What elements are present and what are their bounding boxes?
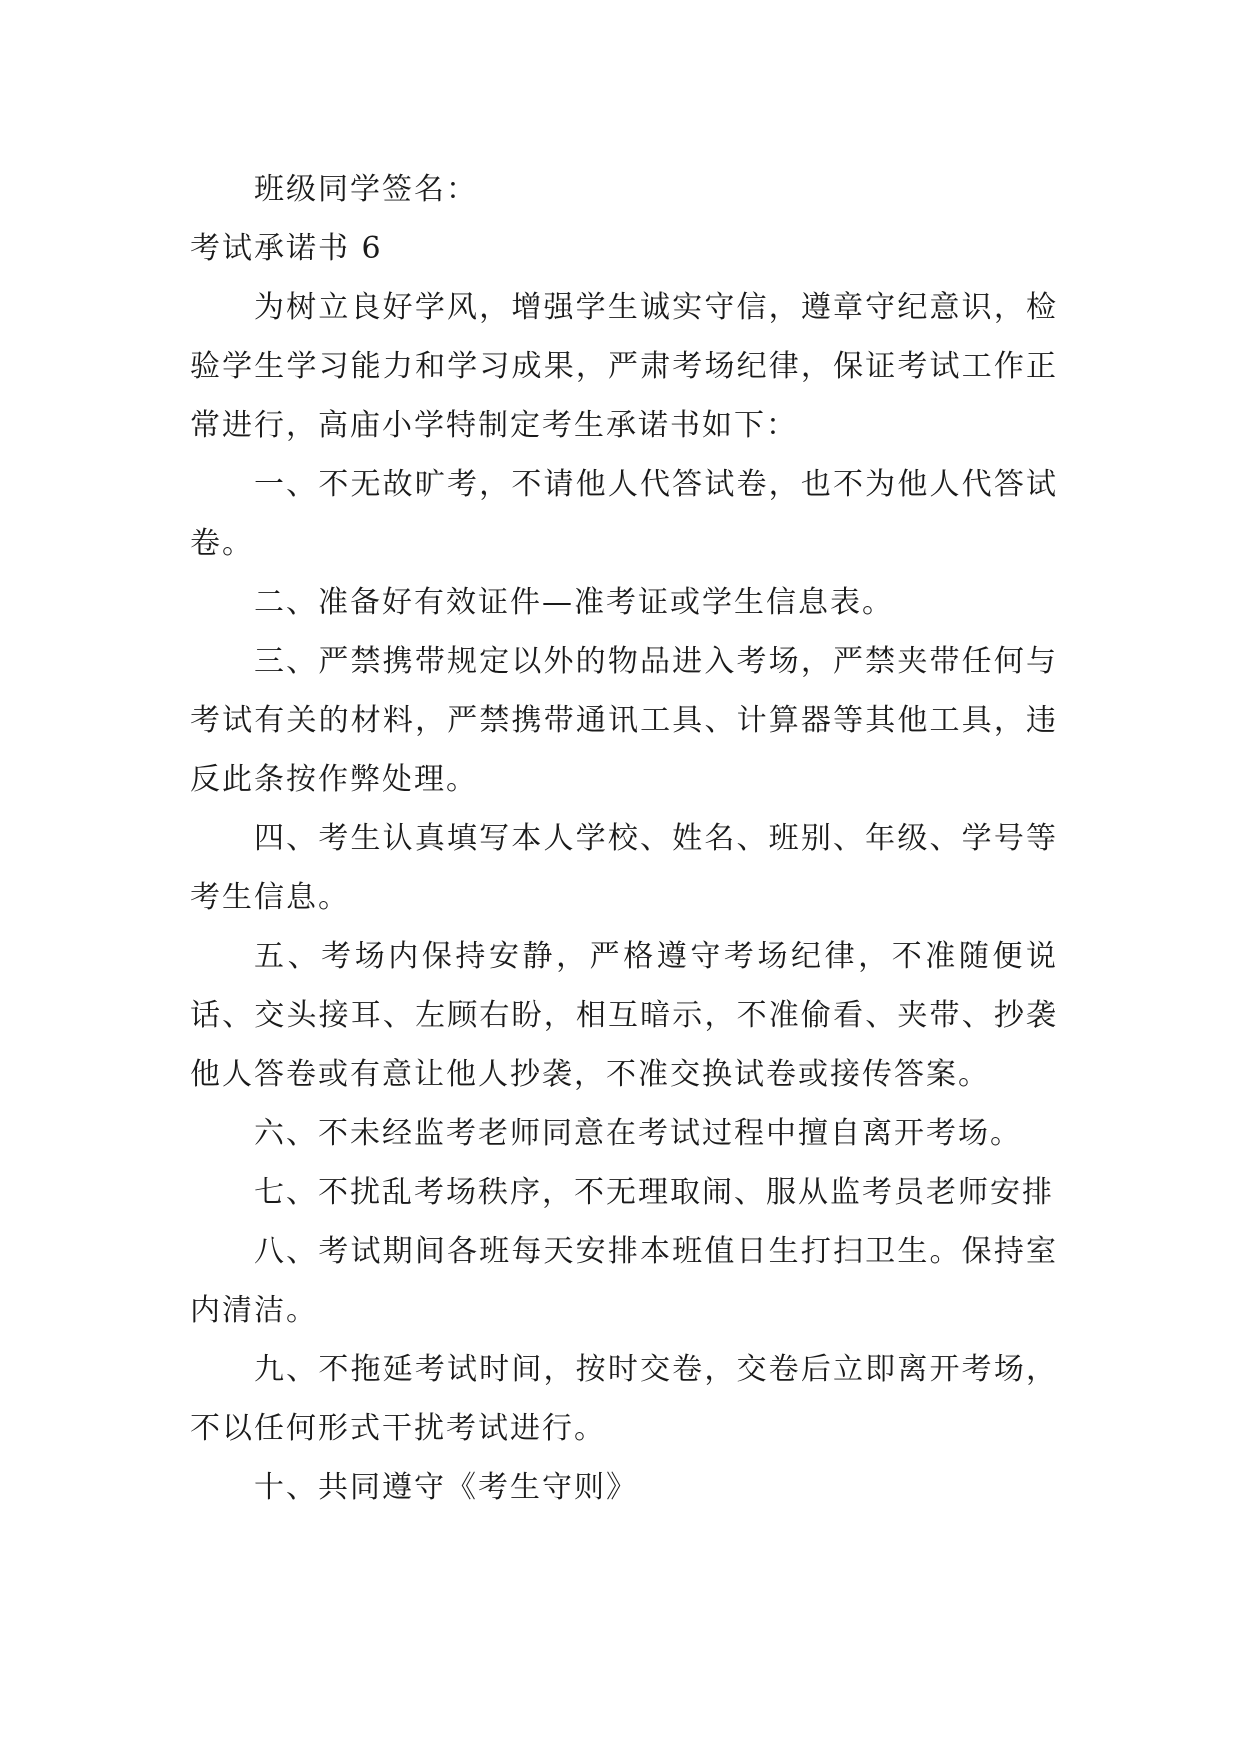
pledge-item-6: 六、不未经监考老师同意在考试过程中擅自离开考场。 [254, 1116, 1022, 1151]
pledge-item-8: 八、考试期间各班每天安排本班值日生打扫卫生。保持室内清洁。 [190, 1234, 1058, 1328]
document-title: 考试承诺书 6 [190, 231, 383, 266]
pledge-item-3: 三、严禁携带规定以外的物品进入考场，严禁夹带任何与考试有关的材料，严禁携带通讯工具、计算器等其他工具，违反此条按作弊处理。 [190, 644, 1058, 797]
pledge-item-9: 九、不拖延考试时间，按时交卷，交卷后立即离开考场，不以任何形式干扰考试进行。 [190, 1352, 1058, 1446]
pledge-item-4: 四、考生认真填写本人学校、姓名、班别、年级、学号等考生信息。 [190, 821, 1058, 915]
pledge-item-10: 十、共同遵守《考生守则》 [254, 1470, 638, 1505]
pledge-item-1: 一、不无故旷考，不请他人代答试卷，也不为他人代答试卷。 [190, 467, 1058, 561]
pledge-item-2: 二、准备好有效证件—准考证或学生信息表。 [254, 585, 894, 620]
signature-line: 班级同学签名： [254, 172, 478, 207]
pledge-item-5: 五、考场内保持安静，严格遵守考场纪律，不准随便说话、交头接耳、左顾右盼，相互暗示，不准偷看、夹带、抄袭他人答卷或有意让他人抄袭，不准交换试卷或接传答案。 [190, 939, 1058, 1092]
intro-paragraph: 为树立良好学风，增强学生诚实守信，遵章守纪意识，检验学生学习能力和学习成果，严肃考场纪律，保证考试工作正常进行，高庙小学特制定考生承诺书如下： [190, 290, 1058, 443]
document-body [190, 160, 1058, 1517]
pledge-item-7: 七、不扰乱考场秩序，不无理取闹、服从监考员老师安排 [254, 1175, 1054, 1210]
